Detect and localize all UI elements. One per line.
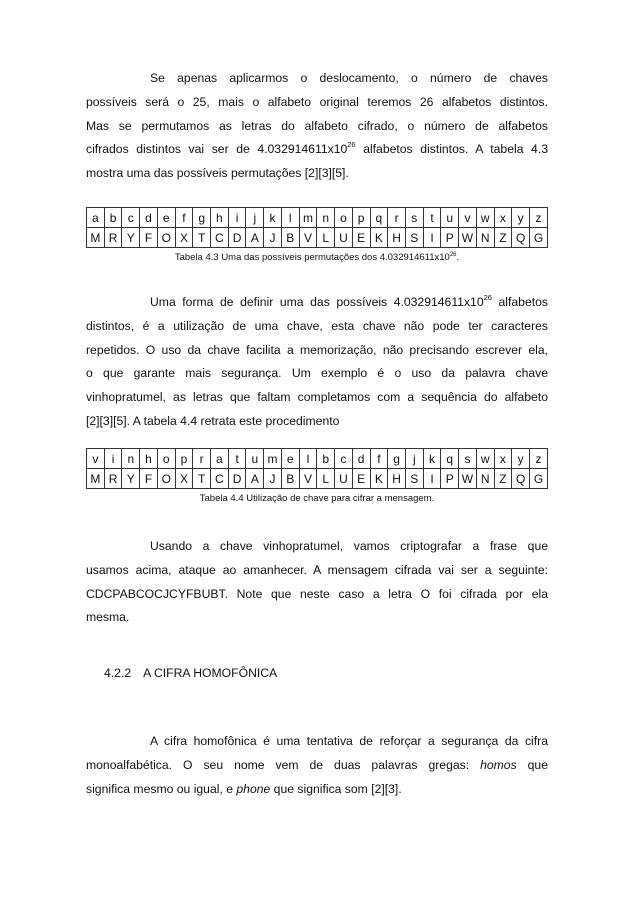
italic-term-phone: phone bbox=[236, 781, 271, 796]
section-number: 4.2.2 bbox=[104, 666, 132, 680]
table-cell: Y bbox=[122, 469, 140, 489]
table-cell: D bbox=[228, 469, 246, 489]
table-cell: j bbox=[405, 449, 423, 469]
table-cell: l bbox=[299, 449, 317, 469]
table-cell: U bbox=[335, 228, 353, 248]
superscript-exponent: 26 bbox=[347, 140, 356, 150]
table-cell: A bbox=[246, 228, 264, 248]
table-cell: X bbox=[175, 469, 193, 489]
text-fragment: que bbox=[516, 757, 548, 772]
table-cell: w bbox=[476, 449, 494, 469]
table-cell: S bbox=[405, 228, 423, 248]
text-line: distintos, é a utilização de uma chave, esta chave não pode ter caracteres bbox=[86, 318, 548, 333]
table-cell: H bbox=[388, 228, 406, 248]
table-cell: s bbox=[459, 449, 477, 469]
table-cell: O bbox=[157, 469, 175, 489]
section-title: A CIFRA HOMOFÔNICA bbox=[143, 666, 278, 680]
table-cell: i bbox=[104, 449, 122, 469]
table-cell: N bbox=[476, 228, 494, 248]
table-cell: B bbox=[281, 228, 299, 248]
table-cell: m bbox=[299, 208, 317, 228]
text-fragment: monoalfabética. O seu nome vem de duas palavras gregas: bbox=[86, 757, 481, 772]
table-cell: v bbox=[459, 208, 477, 228]
table-cell: h bbox=[211, 208, 229, 228]
table-cell: H bbox=[388, 469, 406, 489]
table-cell: v bbox=[87, 449, 105, 469]
text-line bbox=[86, 754, 548, 778]
table-cell: M bbox=[87, 469, 105, 489]
table-cell: Q bbox=[512, 228, 530, 248]
table-cell: b bbox=[104, 208, 122, 228]
text-fragment: cifrados distintos vai ser de 4.032914611x10 bbox=[86, 142, 348, 157]
table-cell: V bbox=[299, 228, 317, 248]
table-cell: x bbox=[494, 449, 512, 469]
table-cell: B bbox=[281, 469, 299, 489]
table-cell: Q bbox=[512, 469, 530, 489]
table-cell: P bbox=[441, 228, 459, 248]
table-cell: u bbox=[246, 449, 264, 469]
table-cell: M bbox=[87, 228, 105, 248]
table-cell: C bbox=[211, 228, 229, 248]
superscript-exponent: 26 bbox=[483, 293, 492, 302]
table-cell: U bbox=[335, 469, 353, 489]
paragraph-homophonic bbox=[86, 730, 548, 801]
table-cell: f bbox=[175, 208, 193, 228]
text-line: usamos acima, ataque ao amanhecer. A mensagem cifrada vai ser a seguinte: bbox=[86, 562, 548, 577]
text-line: mostra uma das possíveis permutações [2][3][5]. bbox=[86, 166, 349, 181]
table-cell: L bbox=[317, 469, 335, 489]
table-cell: r bbox=[193, 449, 211, 469]
table-cell: c bbox=[335, 449, 353, 469]
caption-text-end: . bbox=[456, 252, 460, 263]
table-cell: j bbox=[246, 208, 264, 228]
table-cell: L bbox=[317, 228, 335, 248]
text-line: Se apenas aplicarmos o deslocamento, o número de chaves bbox=[150, 71, 548, 85]
table-cell: o bbox=[157, 449, 175, 469]
table-cell: r bbox=[388, 208, 406, 228]
table-4-4-caption: Tabela 4.4 Utilização de chave para cifrar a mensagem. bbox=[199, 493, 435, 504]
table-cell: J bbox=[264, 228, 282, 248]
table-cell: E bbox=[352, 469, 370, 489]
table-cell: S bbox=[405, 469, 423, 489]
text-fragment: alfabetos distintos. A tabela 4.3 bbox=[355, 142, 548, 157]
table-cell: h bbox=[140, 449, 158, 469]
table-cell: q bbox=[441, 449, 459, 469]
table-cell: Z bbox=[494, 228, 512, 248]
text-line: A cifra homofônica é uma tentativa de reforçar a segurança da cifra bbox=[150, 734, 548, 748]
text-line bbox=[86, 778, 548, 802]
text-fragment: alfabetos bbox=[491, 295, 548, 309]
table-cell: u bbox=[441, 208, 459, 228]
table-cell: c bbox=[122, 208, 140, 228]
table-cell: N bbox=[476, 469, 494, 489]
table-cell: z bbox=[529, 449, 547, 469]
table-cell: t bbox=[423, 208, 441, 228]
text-line: o que garante mais segurança. Um exemplo é o uso da palavra chave bbox=[86, 366, 548, 381]
text-line: Mas se permutamos as letras do alfabeto cifrado, o número de alfabetos bbox=[86, 118, 548, 133]
table-4-3-caption bbox=[86, 252, 548, 263]
table-cell: Z bbox=[494, 469, 512, 489]
table-cell: d bbox=[140, 208, 158, 228]
section-heading bbox=[86, 666, 277, 680]
table-row-cipher bbox=[87, 469, 548, 489]
table-cell: W bbox=[459, 228, 477, 248]
table-cell: l bbox=[281, 208, 299, 228]
table-cell: x bbox=[494, 208, 512, 228]
table-row-plain bbox=[87, 208, 548, 228]
table-cell: k bbox=[264, 208, 282, 228]
table-cell: o bbox=[335, 208, 353, 228]
table-cell: I bbox=[423, 469, 441, 489]
italic-term-homos: homos bbox=[480, 757, 517, 772]
text-line: CDCPABCOCJCYFBUBT. Note que neste caso a letra O foi cifrada por ela bbox=[86, 586, 548, 601]
table-cell: p bbox=[352, 208, 370, 228]
table-cell: d bbox=[352, 449, 370, 469]
table-cell: R bbox=[104, 469, 122, 489]
table-cell: O bbox=[157, 228, 175, 248]
text-line: possíveis será o 25, mais o alfabeto original teremos 26 alfabetos distintos. bbox=[86, 94, 548, 109]
table-cell: k bbox=[423, 449, 441, 469]
table-cell: w bbox=[476, 208, 494, 228]
table-cell: K bbox=[370, 469, 388, 489]
table-cell: f bbox=[370, 449, 388, 469]
text-fragment: Uma forma de definir uma das possíveis 4.032914611x10 bbox=[150, 295, 484, 309]
table-cell: C bbox=[211, 469, 229, 489]
table-cell: F bbox=[140, 469, 158, 489]
table-cell: T bbox=[193, 469, 211, 489]
text-line bbox=[86, 291, 548, 315]
text-line bbox=[86, 138, 548, 162]
table-cell: X bbox=[175, 228, 193, 248]
table-cell: q bbox=[370, 208, 388, 228]
table-cell: R bbox=[104, 228, 122, 248]
table-cell: y bbox=[512, 208, 530, 228]
table-cell: E bbox=[352, 228, 370, 248]
text-line: [2][3][5]. A tabela 4.4 retrata este procedimento bbox=[86, 413, 340, 428]
table-cell: g bbox=[388, 449, 406, 469]
caption-superscript: 26 bbox=[449, 252, 457, 258]
table-cell: a bbox=[211, 449, 229, 469]
table-cell: z bbox=[529, 208, 547, 228]
table-cell: a bbox=[87, 208, 105, 228]
paragraph-key bbox=[86, 291, 548, 434]
table-cell: G bbox=[529, 469, 547, 489]
table-cell: n bbox=[317, 208, 335, 228]
table-cell: m bbox=[264, 449, 282, 469]
table-cell: P bbox=[441, 469, 459, 489]
table-cell: V bbox=[299, 469, 317, 489]
table-cell: G bbox=[529, 228, 547, 248]
table-cell: Y bbox=[122, 228, 140, 248]
table-cell: T bbox=[193, 228, 211, 248]
text-line: repetidos. O uso da chave facilita a memorização, não precisando escrever ela, bbox=[86, 342, 548, 357]
table-cell: s bbox=[405, 208, 423, 228]
table-row-cipher bbox=[87, 228, 548, 248]
table-cell: g bbox=[193, 208, 211, 228]
table-cell: F bbox=[140, 228, 158, 248]
caption-text: Tabela 4.3 Uma das possíveis permutações dos 4.032914611x10 bbox=[174, 252, 450, 263]
table-4-3-block bbox=[86, 207, 548, 263]
table-cell: K bbox=[370, 228, 388, 248]
table-cell: t bbox=[228, 449, 246, 469]
table-cell: A bbox=[246, 469, 264, 489]
table-cell: p bbox=[175, 449, 193, 469]
table-cell: D bbox=[228, 228, 246, 248]
paragraph-intro bbox=[86, 67, 548, 186]
table-4-4 bbox=[86, 448, 548, 489]
table-cell: y bbox=[512, 449, 530, 469]
table-cell: e bbox=[157, 208, 175, 228]
table-4-3 bbox=[86, 207, 548, 248]
table-cell: b bbox=[317, 449, 335, 469]
table-cell: i bbox=[228, 208, 246, 228]
text-line: mesma. bbox=[86, 610, 130, 625]
text-line: vinhopratumel, as letras que faltam completamos com a sequência do alfabeto bbox=[86, 390, 548, 405]
text-fragment: que significa som [2][3]. bbox=[270, 781, 402, 796]
text-fragment: significa mesmo ou igual, e bbox=[86, 781, 237, 796]
table-cell: J bbox=[264, 469, 282, 489]
table-cell: e bbox=[281, 449, 299, 469]
paragraph-example bbox=[86, 535, 548, 630]
table-row-key bbox=[87, 449, 548, 469]
table-cell: W bbox=[459, 469, 477, 489]
table-cell: n bbox=[122, 449, 140, 469]
text-line: Usando a chave vinhopratumel, vamos criptografar a frase que bbox=[150, 539, 548, 553]
table-4-4-block bbox=[86, 448, 548, 504]
table-cell: I bbox=[423, 228, 441, 248]
